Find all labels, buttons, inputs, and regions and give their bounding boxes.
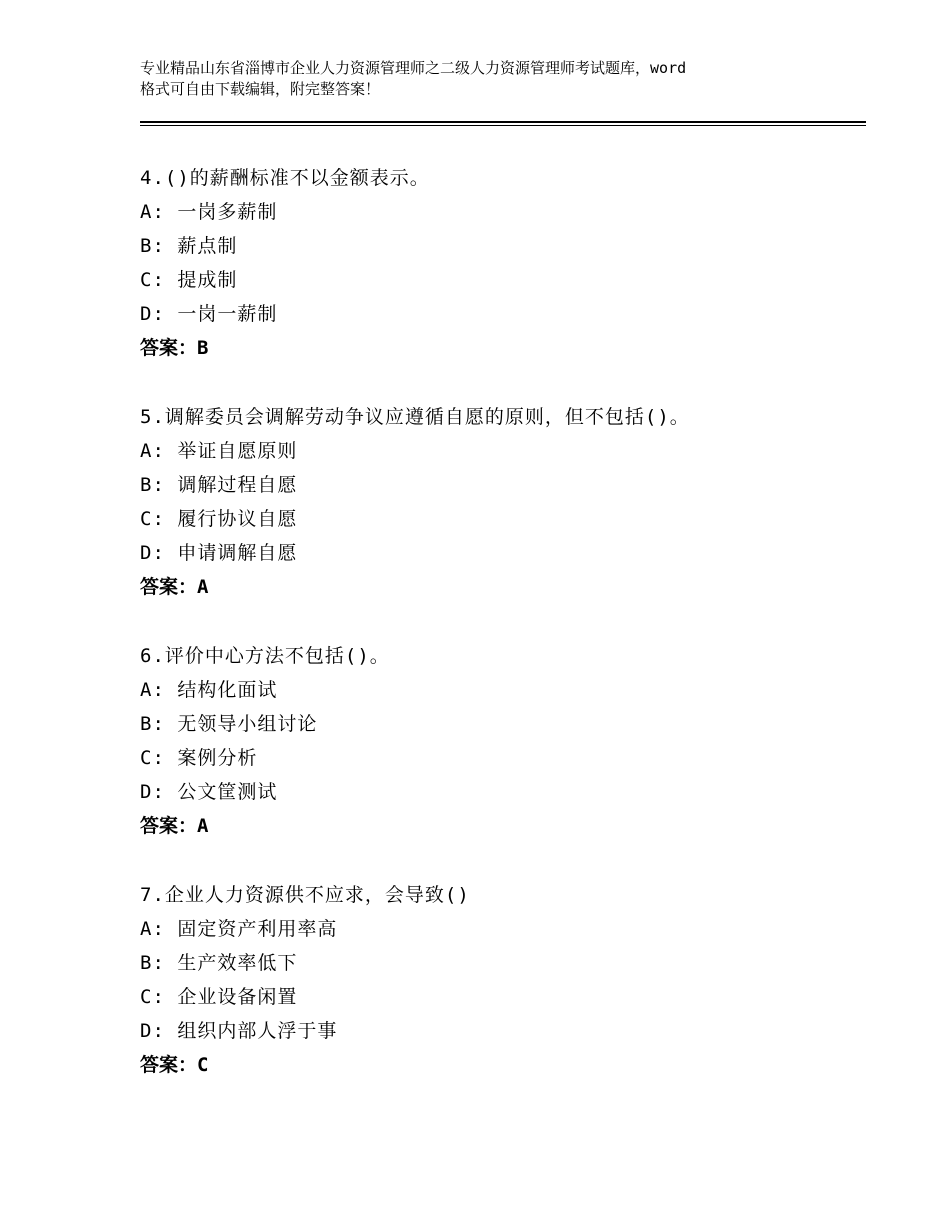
answer-label: 答案：B (140, 337, 209, 359)
header-divider-thick (140, 121, 866, 123)
option-c: C: 履行协议自愿 (140, 508, 298, 530)
option-c: C: 提成制 (140, 269, 238, 291)
question-block-6 (140, 639, 860, 843)
question-stem: 6.评价中心方法不包括()。 (140, 645, 390, 667)
answer-label: 答案：A (140, 576, 209, 598)
question-stem: 7.企业人力资源供不应求，会导致() (140, 884, 470, 906)
question-block-4 (140, 161, 860, 365)
question-stem: 4.()的薪酬标准不以金额表示。 (140, 167, 430, 189)
option-d: D: 申请调解自愿 (140, 542, 298, 564)
option-b: B: 无领导小组讨论 (140, 713, 318, 735)
question-block-5 (140, 400, 860, 604)
option-b: B: 调解过程自愿 (140, 474, 298, 496)
option-b: B: 薪点制 (140, 235, 238, 257)
option-a: A: 一岗多薪制 (140, 201, 278, 223)
option-d: D: 一岗一薪制 (140, 303, 278, 325)
option-d: D: 公文筐测试 (140, 781, 278, 803)
option-a: A: 固定资产利用率高 (140, 918, 338, 940)
option-c: C: 企业设备闲置 (140, 986, 298, 1008)
header-title-line-2: 格式可自由下载编辑，附完整答案！ (140, 80, 381, 98)
answer-label: 答案：C (140, 1054, 209, 1076)
document-header (140, 58, 830, 100)
question-block-7 (140, 878, 860, 1082)
answer-label: 答案：A (140, 815, 209, 837)
option-d: D: 组织内部人浮于事 (140, 1020, 338, 1042)
option-c: C: 案例分析 (140, 747, 258, 769)
option-b: B: 生产效率低下 (140, 952, 298, 974)
option-a: A: 举证自愿原则 (140, 440, 298, 462)
header-title-line-1: 专业精品山东省淄博市企业人力资源管理师之二级人力资源管理师考试题库，word (140, 59, 687, 77)
header-divider-thin (140, 125, 866, 126)
question-stem: 5.调解委员会调解劳动争议应遵循自愿的原则，但不包括()。 (140, 406, 690, 428)
option-a: A: 结构化面试 (140, 679, 278, 701)
